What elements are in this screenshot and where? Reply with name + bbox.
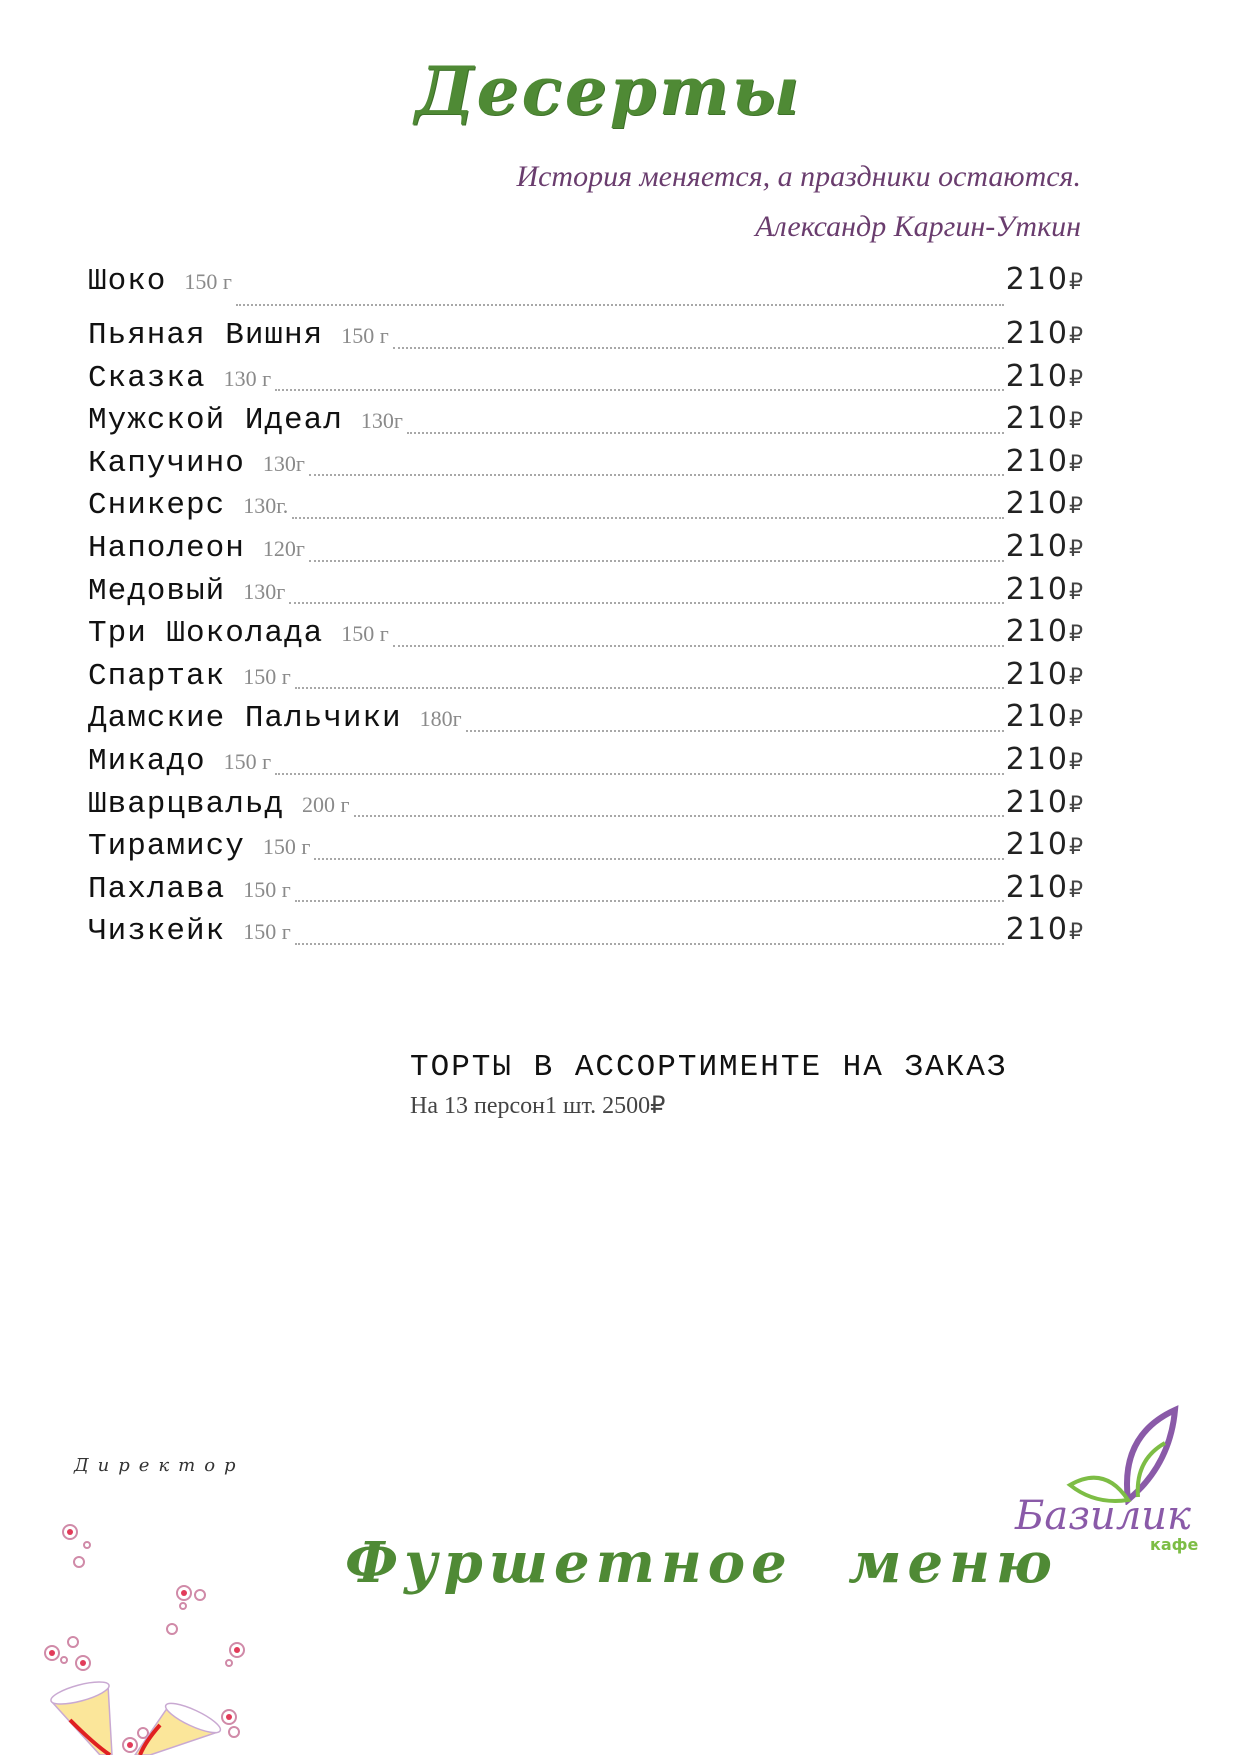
ruble-icon: ₽ [1069, 877, 1083, 903]
dot-leader [354, 809, 1004, 817]
dish-weight: 130г [360, 408, 403, 434]
menu-item [88, 827, 1083, 870]
menu-item [88, 785, 1083, 828]
dessert-menu-list [88, 262, 1083, 955]
dot-leader [275, 767, 1004, 775]
menu-item [88, 614, 1083, 657]
price-value: 210 [1005, 784, 1069, 820]
menu-item [88, 401, 1083, 444]
dish-price [1006, 401, 1083, 436]
ruble-icon: ₽ [1069, 749, 1083, 775]
ruble-icon: ₽ [1069, 707, 1083, 733]
buffet-menu-title: Фуршетное меню [345, 1530, 1058, 1596]
menu-item [88, 699, 1083, 742]
price-value: 210 [1005, 869, 1069, 905]
dish-price [1006, 614, 1083, 649]
dot-leader [407, 426, 1004, 434]
dot-leader [295, 894, 1004, 902]
dish-weight: 150 г [243, 876, 291, 902]
menu-item [88, 262, 1083, 316]
dish-weight: 150 г [262, 834, 311, 860]
price-value: 210 [1005, 571, 1069, 607]
dish-weight: 150 г [243, 919, 291, 945]
dish-price [1006, 699, 1083, 734]
price-value: 210 [1005, 262, 1069, 297]
menu-item [88, 870, 1083, 913]
dish-price [1006, 657, 1083, 692]
dish-name: Медовый [88, 573, 226, 609]
epigraph-author: Александр Каргин-Уткин [755, 210, 1081, 243]
dot-leader [393, 639, 1004, 647]
director-label: Директор [74, 1455, 245, 1476]
dish-price [1006, 444, 1083, 479]
ruble-icon: ₽ [1069, 622, 1083, 648]
ruble-icon: ₽ [1069, 270, 1083, 295]
dish-weight: 130г [243, 578, 286, 604]
epigraph [516, 152, 1081, 252]
price-value: 210 [1005, 699, 1069, 735]
dot-leader [314, 852, 1003, 860]
menu-item [88, 742, 1083, 785]
dish-name: Чизкейк [88, 914, 226, 950]
dot-leader [292, 511, 1003, 519]
dish-weight: 150 г [341, 621, 389, 647]
price-value: 210 [1005, 486, 1069, 522]
dish-weight: 200 г [302, 791, 350, 817]
page-title: Десерты [415, 52, 802, 130]
dish-weight: 120г [262, 535, 305, 561]
epigraph-text: История меняется, а праздники остаются. [516, 160, 1081, 193]
dish-name: Три Шоколада [88, 616, 324, 652]
champagne-glasses-icon [0, 1470, 260, 1755]
ruble-icon: ₽ [1069, 835, 1083, 861]
dish-name: Спартак [88, 658, 226, 694]
dish-price [1006, 486, 1083, 521]
dot-leader [393, 341, 1004, 349]
dish-name: Пьяная Вишня [88, 318, 324, 353]
dot-leader [309, 554, 1004, 562]
price-value: 210 [1005, 912, 1069, 948]
dish-weight: 130г [262, 450, 305, 476]
price-value: 210 [1005, 316, 1069, 351]
dish-weight: 150 г [243, 663, 291, 689]
ruble-icon: ₽ [1069, 366, 1083, 392]
dish-weight: 150 г [223, 748, 272, 774]
price-value: 210 [1005, 614, 1069, 650]
dish-price [1006, 316, 1083, 351]
dish-price [1006, 742, 1083, 777]
dish-price [1006, 529, 1083, 564]
dot-leader [295, 937, 1004, 945]
menu-item [88, 572, 1083, 615]
price-value: 210 [1005, 528, 1069, 564]
menu-item [88, 657, 1083, 700]
dish-price [1006, 359, 1083, 394]
dot-leader [466, 724, 1004, 732]
ruble-icon: ₽ [1069, 494, 1083, 520]
dish-price [1006, 870, 1083, 905]
ruble-icon: ₽ [1069, 664, 1083, 690]
dish-price [1006, 827, 1083, 862]
dish-name: Шоко [88, 264, 167, 299]
leaf-icon [1010, 1405, 1210, 1505]
dish-name: Мужской Идеал [88, 403, 343, 439]
ruble-icon: ₽ [1069, 409, 1083, 435]
menu-item [88, 912, 1083, 955]
cakes-section [410, 1050, 1008, 1120]
menu-item [88, 316, 1083, 359]
dish-name: Шварцвальд [88, 786, 285, 822]
dot-leader [289, 596, 1003, 604]
dish-name: Сказка [88, 360, 206, 396]
ruble-icon: ₽ [1069, 792, 1083, 818]
ruble-icon: ₽ [1069, 451, 1083, 477]
price-value: 210 [1005, 741, 1069, 777]
ruble-icon: ₽ [1069, 920, 1083, 946]
logo-name: Базилик [1015, 1493, 1191, 1539]
dish-price [1006, 572, 1083, 607]
dish-weight: 130г. [243, 493, 289, 519]
price-value: 210 [1005, 401, 1069, 437]
logo-subtitle: кафе [1150, 1535, 1199, 1554]
dot-leader [295, 681, 1004, 689]
dish-name: Микадо [88, 743, 206, 779]
price-value: 210 [1005, 358, 1069, 394]
cakes-offer: На 13 персон1 шт. 2500₽ [410, 1093, 666, 1119]
dot-leader [309, 468, 1004, 476]
dish-name: Наполеон [88, 530, 245, 566]
price-value: 210 [1005, 827, 1069, 863]
menu-item [88, 529, 1083, 572]
cakes-title: ТОРТЫ В АССОРТИМЕНТЕ НА ЗАКАЗ [410, 1050, 1008, 1085]
dish-price [1006, 912, 1083, 947]
dish-price [1006, 262, 1083, 297]
dish-weight: 180г [419, 706, 462, 732]
dish-name: Сникерс [88, 488, 226, 524]
dish-weight: 130 г [223, 365, 272, 391]
menu-item [88, 359, 1083, 402]
dish-name: Капучино [88, 445, 245, 481]
ruble-icon: ₽ [1069, 579, 1083, 605]
dish-name: Тирамису [88, 829, 245, 865]
dish-price [1006, 785, 1083, 820]
dot-leader [236, 298, 1004, 306]
dot-leader [275, 383, 1004, 391]
dish-weight: 150 г [184, 269, 232, 294]
ruble-icon: ₽ [1069, 324, 1083, 349]
dish-name: Пахлава [88, 871, 226, 907]
price-value: 210 [1005, 656, 1069, 692]
dish-weight: 150 г [341, 323, 389, 348]
ruble-icon: ₽ [1069, 536, 1083, 562]
menu-item [88, 444, 1083, 487]
dish-name: Дамские Пальчики [88, 701, 402, 737]
menu-item [88, 486, 1083, 529]
price-value: 210 [1005, 443, 1069, 479]
